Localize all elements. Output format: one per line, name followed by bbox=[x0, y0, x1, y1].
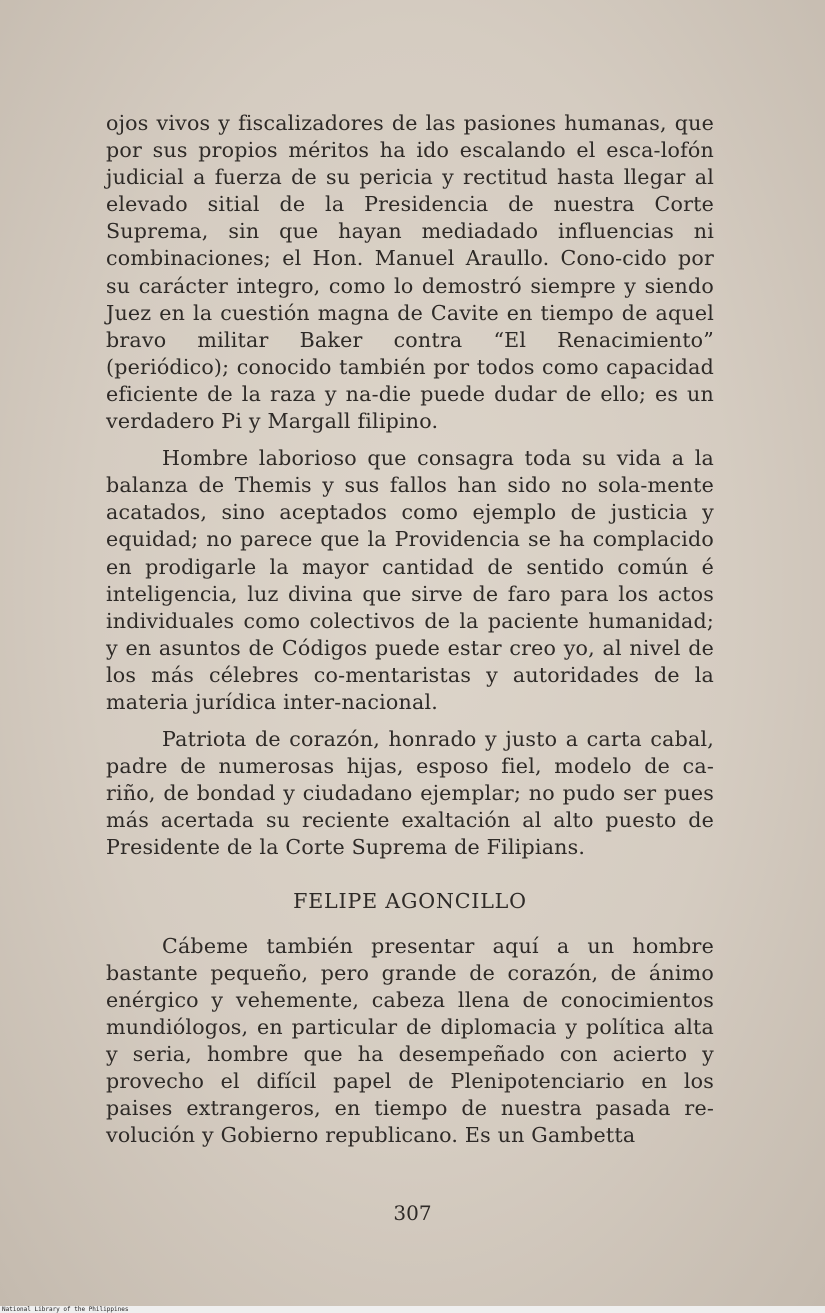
paragraph-araullo-patriota: Patriota de corazón, honrado y justo a carta cabal, padre de numerosas hijas, esposo fiel, modelo de ca-riño, de bondad y ciudadano ejemplar; no pudo ser pues más acertada su reciente exaltación al alto puesto de Presidente de la Corte Suprema de Filipians. bbox=[106, 727, 714, 860]
page-number: 307 bbox=[393, 1201, 432, 1225]
page-body bbox=[106, 110, 714, 1149]
paragraph-araullo-laborioso: Hombre laborioso que consagra toda su vida a la balanza de Themis y sus fallos han sido no sola-mente acatados, sino aceptados como ejemplo de justicia y equidad; no parece que la Providencia se ha complacido en prodigarle la mayor cantidad de sentido común é inteligencia, luz divina que sirve de faro para los actos individuales como colectivos de la paciente humanidad; y en asuntos de Códigos puede estar creo yo, al nivel de los más célebres co-mentaristas y autoridades de la materia jurídica inter-nacional. bbox=[106, 446, 714, 714]
paragraph-araullo-intro: ojos vivos y fiscalizadores de las pasiones humanas, que por sus propios méritos ha ido escalando el esca-lofón judicial a fuerza de su pericia y rectitud hasta llegar al elevado sitial de la Presidencia de nuestra Corte Suprema, sin que hayan mediadado influencias ni combinaciones; el Hon. Manuel Araullo. Cono-cido por su carácter integro, como lo demostró siempre y siendo Juez en la cuestión magna de Cavite en tiempo de aquel bravo militar Baker contra “El Renacimiento” (periódico); conocido también por todos como capacidad eficiente de la raza y na-die puede dudar de ello; es un verdadero Pi y Margall filipino. bbox=[106, 111, 714, 434]
section-heading: FELIPE AGONCILLO bbox=[293, 888, 527, 913]
library-credit: National Library of the Philippines bbox=[0, 1306, 825, 1313]
paragraph-agoncillo: Cábeme también presentar aquí a un hombre bastante pequeño, pero grande de corazón, de ánimo enérgico y vehemente, cabeza llena de conocimientos mundiólogos, en particular de diplomacia y política alta y seria, hombre que ha desempeñado con acierto y provecho el difícil papel de Plenipotenciario en los paises extrangeros, en tiempo de nuestra pasada re-volución y Gobierno republicano. Es un Gambetta bbox=[106, 933, 714, 1148]
